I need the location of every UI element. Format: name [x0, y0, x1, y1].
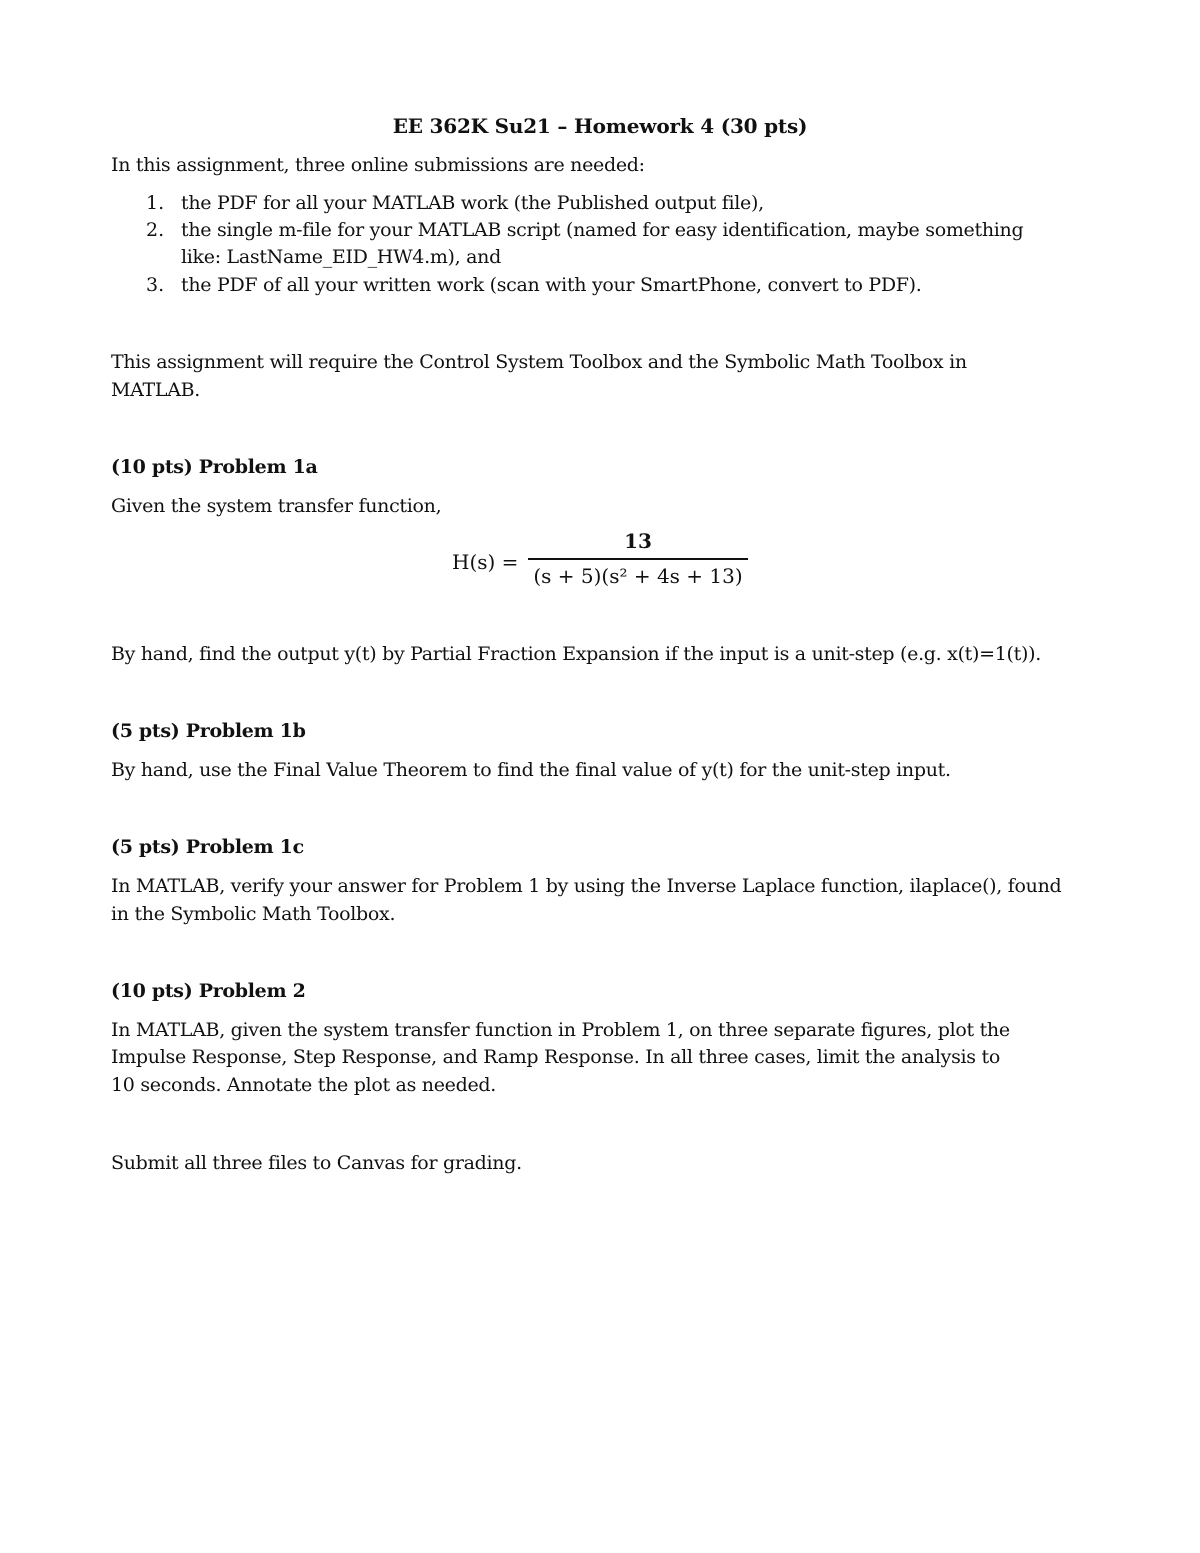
list-item-3-text: the PDF of all your written work (scan with your SmartPhone, convert to PDF).	[181, 274, 922, 296]
list-item-3-number: 3.	[146, 274, 165, 296]
list-item-2-text-line-1: the single m-file for your MATLAB script (named for easy identification, maybe something	[181, 219, 1024, 241]
problem-1b-heading: (5 pts) Problem 1b	[111, 720, 306, 742]
document-title: EE 362K Su21 – Homework 4 (30 pts)	[392, 114, 808, 138]
closing-text: Submit all three files to Canvas for grading.	[111, 1152, 522, 1174]
problem-1a-lead: Given the system transfer function,	[111, 495, 442, 517]
toolbox-note-line-1: This assignment will require the Control System Toolbox and the Symbolic Math Toolbox in	[111, 351, 967, 373]
problem-1a-heading: (10 pts) Problem 1a	[111, 456, 318, 478]
problem-2-heading: (10 pts) Problem 2	[111, 980, 306, 1002]
formula-numerator: 13	[624, 529, 652, 553]
problem-2-body-line-1: In MATLAB, given the system transfer function in Problem 1, on three separate figures, plot the	[111, 1019, 1010, 1041]
list-item-1-text: the PDF for all your MATLAB work (the Published output file),	[181, 192, 764, 214]
formula-denominator: (s + 5)(s² + 4s + 13)	[533, 564, 743, 588]
list-item-1-number: 1.	[146, 192, 165, 214]
problem-1b-body: By hand, use the Final Value Theorem to find the final value of y(t) for the unit-step input.	[111, 759, 951, 781]
transfer-function-formula	[452, 524, 752, 594]
toolbox-note-line-2: MATLAB.	[111, 379, 201, 401]
problem-1a-body: By hand, find the output y(t) by Partial Fraction Expansion if the input is a unit-step (e.g. x(t)=1(t)).	[111, 643, 1041, 665]
fraction-bar	[528, 558, 748, 560]
list-item-2-number: 2.	[146, 219, 165, 241]
problem-2-body-line-2: Impulse Response, Step Response, and Ramp Response. In all three cases, limit the analysis to	[111, 1046, 1000, 1068]
intro-text: In this assignment, three online submissions are needed:	[111, 154, 645, 176]
problem-2-body-line-3: 10 seconds. Annotate the plot as needed.	[111, 1074, 496, 1096]
problem-1c-body-line-2: in the Symbolic Math Toolbox.	[111, 903, 396, 925]
problem-1c-body-line-1: In MATLAB, verify your answer for Problem 1 by using the Inverse Laplace function, ilaplace(), found	[111, 875, 1062, 897]
list-item-2-text-line-2: like: LastName_EID_HW4.m), and	[181, 246, 501, 268]
formula-lhs: H(s) =	[452, 550, 519, 574]
problem-1c-heading: (5 pts) Problem 1c	[111, 836, 304, 858]
